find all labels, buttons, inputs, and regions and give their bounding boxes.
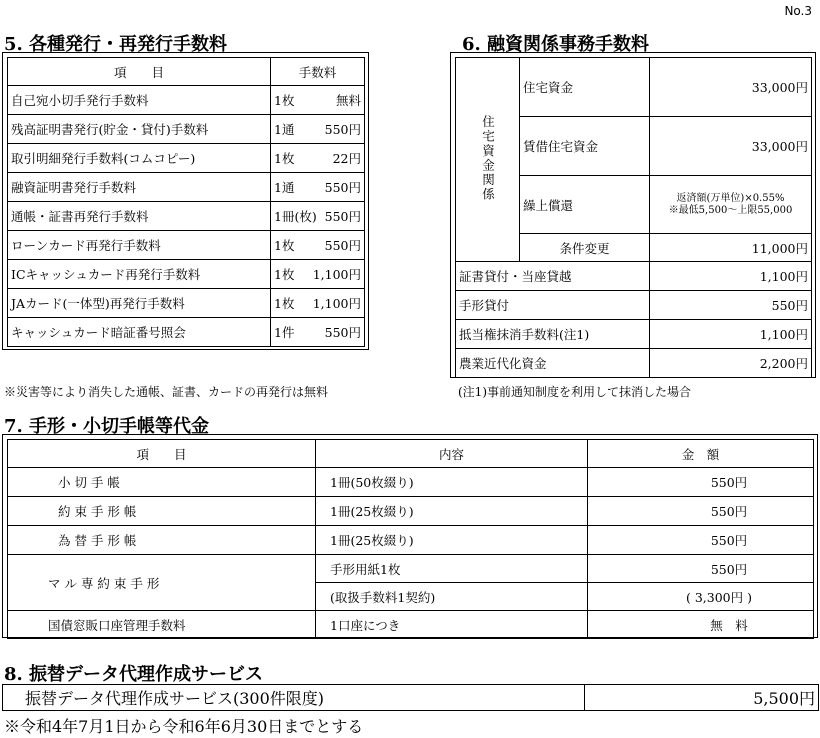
row-item: 取引明細発行手数料(コムコピー) xyxy=(8,144,271,173)
col-content: 内容 xyxy=(316,440,588,468)
table-row xyxy=(8,555,814,583)
section6-table xyxy=(455,57,812,378)
row-item: 為 替 手 形 帳 xyxy=(8,526,316,555)
section7-title: 7. 手形・小切手帳等代金 xyxy=(4,416,210,437)
row-content: 1口座につき xyxy=(316,611,588,639)
table-row xyxy=(456,262,812,291)
row-content: 手形用紙1枚 xyxy=(316,555,588,583)
section6-note: (注1)事前通知制度を利用して抹消した場合 xyxy=(458,385,691,399)
col-item: 項 目 xyxy=(8,58,271,86)
table-row xyxy=(456,320,812,349)
row-fee-cell xyxy=(271,86,365,115)
row-item: 残高証明書発行(貯金・貸付)手数料 xyxy=(8,115,271,144)
row-fee: 1,100円 xyxy=(312,267,361,282)
row-amount: 550円 xyxy=(588,555,814,583)
section6-title: 6. 融資関係事務手数料 xyxy=(462,34,650,55)
page-number: No.3 xyxy=(784,4,812,18)
table-row xyxy=(8,86,365,115)
table-row xyxy=(8,468,814,497)
row-item: 住宅資金 xyxy=(520,58,650,117)
row-fee: 33,000円 xyxy=(650,58,812,117)
row-fee: 1,100円 xyxy=(650,262,812,291)
row-item: 融資証明書発行手数料 xyxy=(8,173,271,202)
row-fee-cell xyxy=(271,318,365,347)
row-content: 1冊(25枚綴り) xyxy=(316,497,588,526)
table-row xyxy=(8,115,365,144)
section5-table xyxy=(7,57,365,347)
row-fee: 550円 xyxy=(324,209,361,224)
row-fee: 2,200円 xyxy=(650,349,812,378)
row-item: 農業近代化資金 xyxy=(456,349,650,378)
row-unit: 1件 xyxy=(274,325,295,340)
row-fee-formula: 返済額(万単位)×0.55% ※最低5,500～上限55,000 xyxy=(650,176,812,234)
row-fee-cell xyxy=(271,115,365,144)
table-row xyxy=(8,202,365,231)
row-fee: 無料 xyxy=(335,93,361,108)
row-fee: 550円 xyxy=(650,291,812,320)
row-item: マ ル 専 約 束 手 形 xyxy=(8,555,316,611)
section8-note: ※令和4年7月1日から令和6年6月30日までとする xyxy=(4,717,364,736)
row-fee-cell xyxy=(271,173,365,202)
row-fee: 550円 xyxy=(324,180,361,195)
row-unit: 1通 xyxy=(274,122,295,137)
service-fee: 5,500円 xyxy=(585,685,819,711)
row-content: 1冊(25枚綴り) xyxy=(316,526,588,555)
row-fee: 1,100円 xyxy=(650,320,812,349)
row-content: (取扱手数料1契約) xyxy=(316,583,588,611)
row-item: JAカード(一体型)再発行手数料 xyxy=(8,289,271,318)
table-row xyxy=(8,231,365,260)
row-item: ローンカード再発行手数料 xyxy=(8,231,271,260)
row-item: 自己宛小切手発行手数料 xyxy=(8,86,271,115)
row-fee: 550円 xyxy=(324,122,361,137)
section8-title: 8. 振替データ代理作成サービス xyxy=(4,664,264,685)
row-unit: 1枚 xyxy=(274,151,295,166)
section5-title: 5. 各種発行・再発行手数料 xyxy=(4,34,228,55)
table-row xyxy=(8,260,365,289)
row-amount: 550円 xyxy=(588,497,814,526)
section5-note: ※災害等により消失した通帳、証書、カードの再発行は無料 xyxy=(4,385,329,399)
section5-frame xyxy=(2,52,369,350)
row-content: 1冊(50枚綴り) xyxy=(316,468,588,497)
row-unit: 1枚 xyxy=(274,93,295,108)
row-fee: 1,100円 xyxy=(312,296,361,311)
table-row xyxy=(8,144,365,173)
row-unit: 1枚 xyxy=(274,296,295,311)
row-fee: 550円 xyxy=(324,238,361,253)
table-row xyxy=(8,318,365,347)
row-item: 条件変更 xyxy=(520,234,650,262)
table-row xyxy=(456,291,812,320)
row-amount: 550円 xyxy=(588,468,814,497)
table-row xyxy=(8,611,814,639)
row-fee-cell xyxy=(271,144,365,173)
table-row xyxy=(8,173,365,202)
table-row xyxy=(456,58,812,117)
row-fee-cell xyxy=(271,202,365,231)
section6-frame xyxy=(450,52,816,378)
row-item: 約 束 手 形 帳 xyxy=(8,497,316,526)
row-unit: 1冊(枚) xyxy=(274,209,317,224)
row-item: 小 切 手 帳 xyxy=(8,468,316,497)
table-row xyxy=(8,289,365,318)
row-item: 国債窓販口座管理手数料 xyxy=(8,611,316,639)
row-fee-cell xyxy=(271,260,365,289)
row-item: キャッシュカード暗証番号照会 xyxy=(8,318,271,347)
table-row xyxy=(8,497,814,526)
row-amount: ( 3,300円 ) xyxy=(588,583,814,611)
row-unit: 1通 xyxy=(274,180,295,195)
service-item: 振替データ代理作成サービス(300件限度) xyxy=(3,685,585,711)
row-item: 賃借住宅資金 xyxy=(520,117,650,176)
table-row xyxy=(3,685,819,711)
row-item: 手形貸付 xyxy=(456,291,650,320)
col-item: 項 目 xyxy=(8,440,316,468)
section8-table xyxy=(2,684,819,711)
row-amount: 無 料 xyxy=(588,611,814,639)
row-item: 抵当権抹消手数料(注1) xyxy=(456,320,650,349)
table-row xyxy=(8,526,814,555)
section5-header xyxy=(8,58,365,86)
table-row xyxy=(456,349,812,378)
section7-table xyxy=(7,439,814,639)
col-amount: 金 額 xyxy=(588,440,814,468)
row-item: 証書貸付・当座貸越 xyxy=(456,262,650,291)
row-fee: 33,000円 xyxy=(650,117,812,176)
row-unit: 1枚 xyxy=(274,238,295,253)
row-fee: 550円 xyxy=(324,325,361,340)
row-fee: 22円 xyxy=(332,151,361,166)
row-item: 通帳・証書再発行手数料 xyxy=(8,202,271,231)
section7-header xyxy=(8,440,814,468)
row-fee-cell xyxy=(271,289,365,318)
row-unit: 1枚 xyxy=(274,267,295,282)
row-fee: 11,000円 xyxy=(650,234,812,262)
section7-frame xyxy=(2,434,818,638)
col-fee: 手数料 xyxy=(271,58,365,86)
row-item: ICキャッシュカード再発行手数料 xyxy=(8,260,271,289)
row-fee-cell xyxy=(271,231,365,260)
housing-group-label: 住宅資金関係 xyxy=(456,58,520,262)
row-amount: 550円 xyxy=(588,526,814,555)
row-item: 繰上償還 xyxy=(520,176,650,234)
